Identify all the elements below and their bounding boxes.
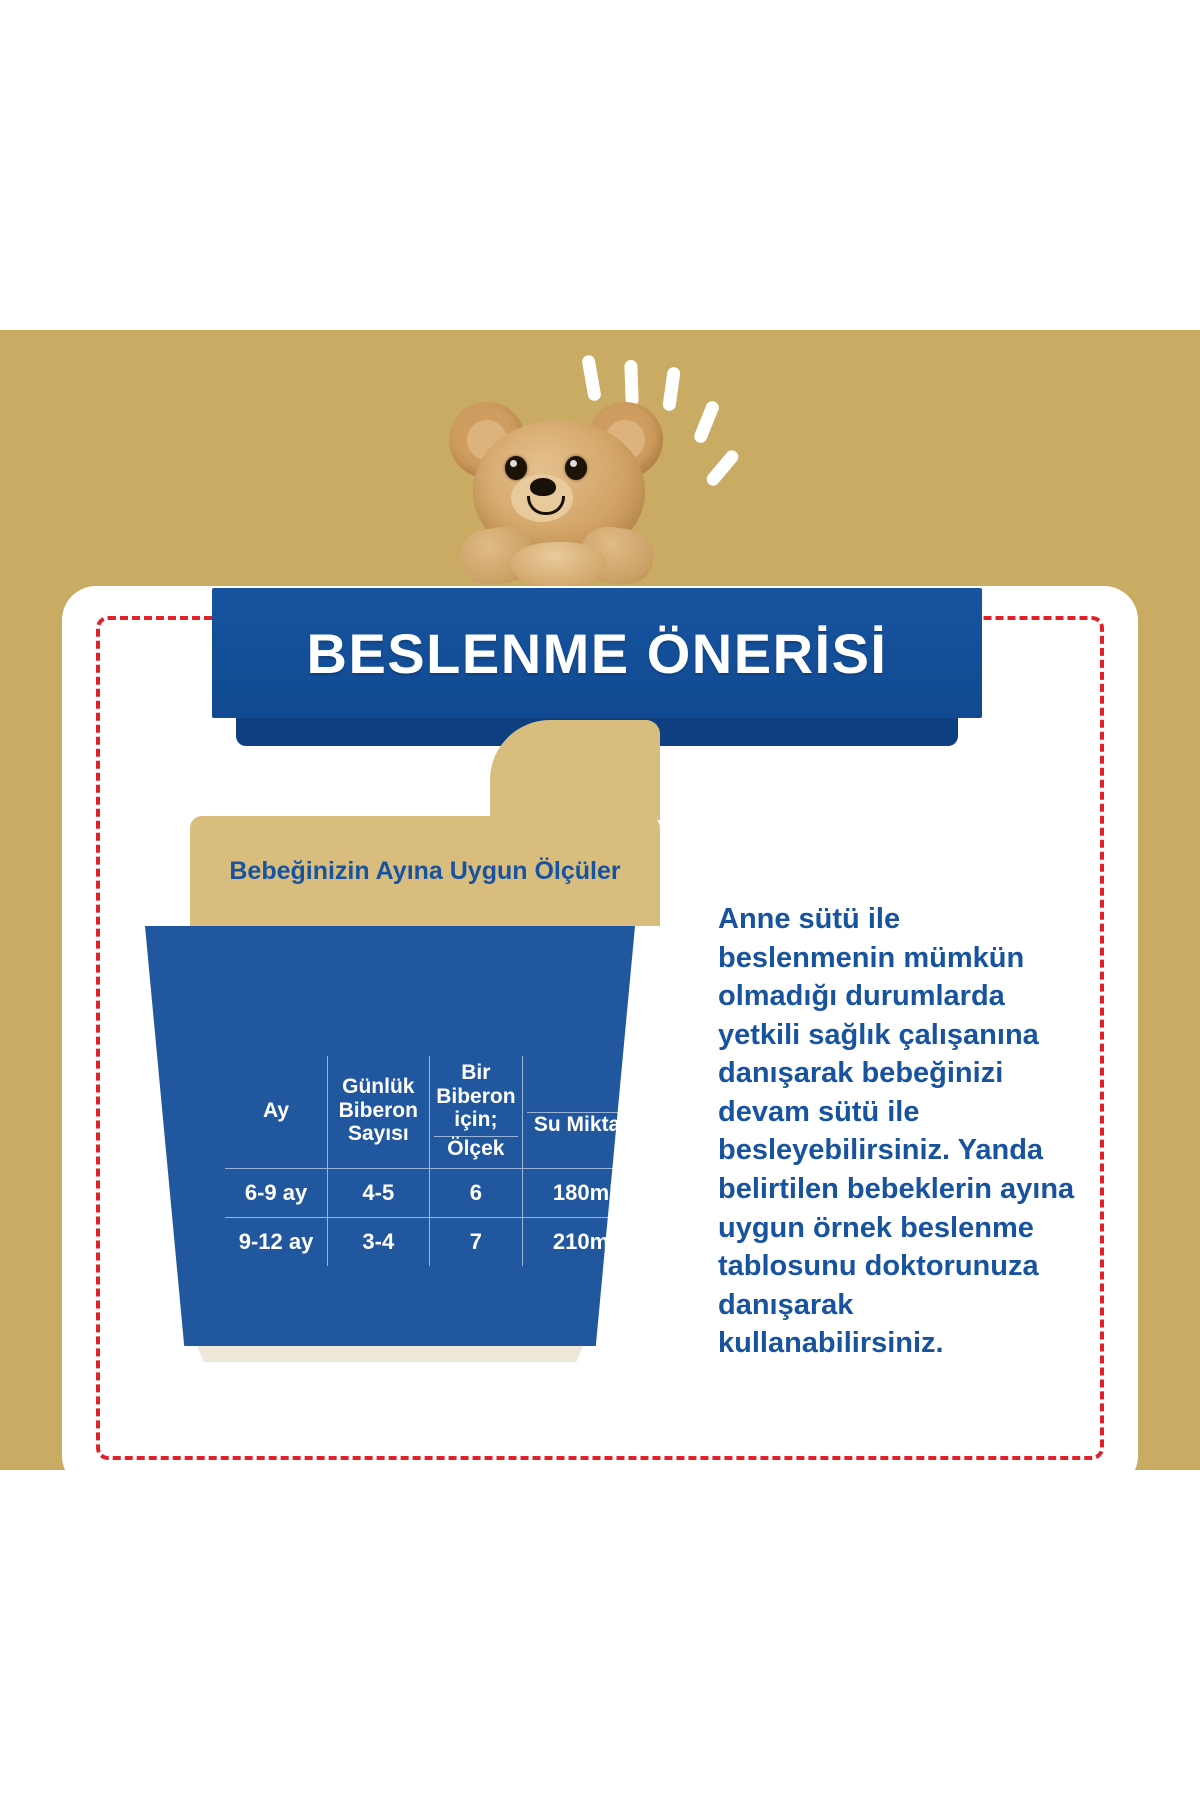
cell-biberon-sayisi: 4-5 [328,1169,430,1218]
column-header-su-miktari [523,1056,645,1169]
description-text: Anne sütü ile beslenmenin mümkün olmadığı durumlarda yetkili sağlık çalışanına danışarak bebeğinizi devam sütü ile besleyebilirsiniz. Yanda belirtilen bebeklerin ayına uygun örnek beslenme tablosunu doktorunuza danışarak kullanabilirsiniz. [718,903,1075,1360]
feeding-table [225,1056,645,1266]
table-body [225,1169,645,1267]
bear-nose [530,478,556,496]
group-header-bir-biberon-icin: Bir Biberon için; [434,1061,519,1137]
bear-eye-right [565,456,587,480]
column-header-ay: Ay [225,1056,328,1169]
teddy-bear-icon [455,400,665,595]
table-header-row [225,1056,645,1169]
table-row [225,1218,645,1267]
cell-ay: 9-12 ay [225,1218,328,1267]
cell-olcek: 6 [429,1169,523,1218]
column-header-olcek [429,1056,523,1169]
page-title: BESLENME ÖNERİSİ [306,621,888,685]
column-header-gunluk-biberon-sayisi: Günlük Biberon Sayısı [328,1056,430,1169]
bear-paws [511,542,607,588]
cell-biberon-sayisi: 3-4 [328,1218,430,1267]
cell-ay: 6-9 ay [225,1169,328,1218]
cell-su-miktari: 210ml [552,1229,616,1255]
group-header-spacer [527,1085,641,1114]
cup-label: Bebeğinizin Ayına Uygun Ölçüler [229,856,621,885]
cup-lid-tab [490,720,660,820]
cell-olcek: 7 [429,1218,523,1267]
column-header-olcek-label: Ölçek [447,1136,505,1160]
table-head [225,1056,645,1169]
bear-eye-left [505,456,527,480]
cell-su-miktari: 180ml [552,1180,616,1206]
cup-lid [190,816,660,926]
column-header-su-miktari-label: Su Miktarı [533,1113,635,1137]
table-row [225,1169,645,1218]
